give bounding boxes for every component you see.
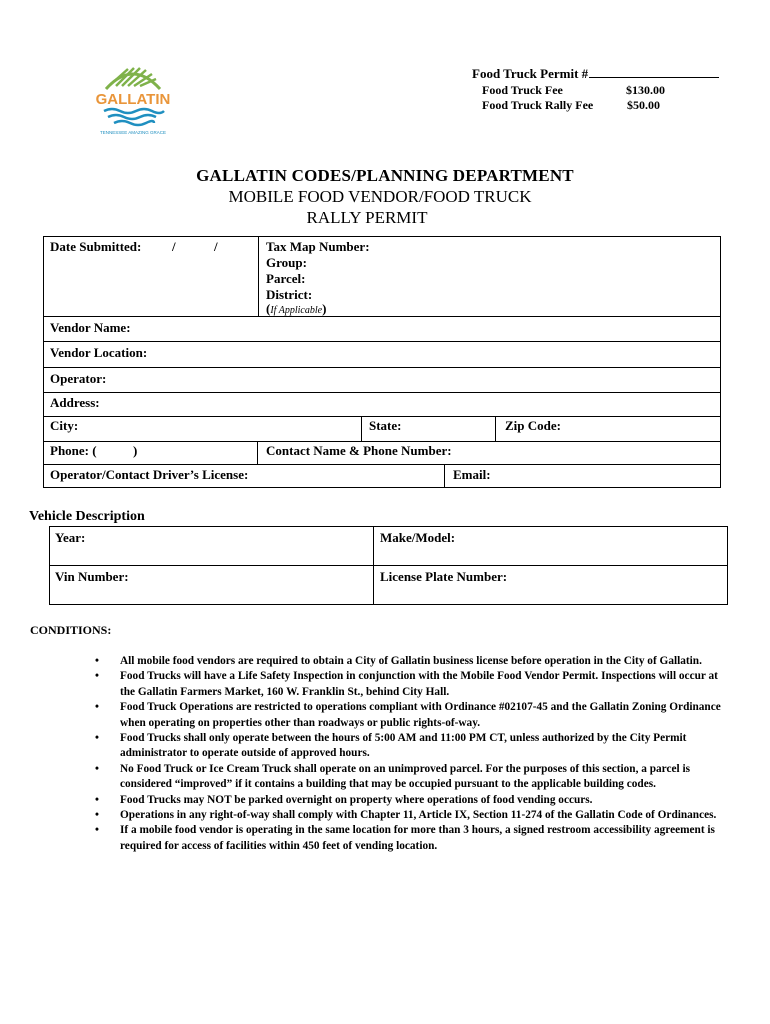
form-divider	[258, 237, 259, 316]
vehicle-divider	[50, 565, 727, 566]
form-divider	[44, 341, 720, 342]
fee-label: Food Truck Rally Fee	[482, 98, 594, 112]
email-label: Email:	[453, 467, 491, 482]
form-divider	[257, 441, 258, 464]
permit-number-label: Food Truck Permit #	[472, 66, 589, 81]
drivers-license-label: Operator/Contact Driver’s License:	[50, 467, 249, 482]
gallatin-logo	[88, 55, 178, 135]
vehicle-table	[49, 526, 728, 605]
city-label: City:	[50, 418, 79, 433]
condition-item: • Food Trucks shall only operate between the hours of 5:00 AM and 11:00 PM CT, unless authorized by the City Permit administrator to operate outside of approved hours.	[95, 732, 687, 760]
conditions-title: CONDITIONS:	[30, 623, 112, 637]
form-divider	[44, 316, 720, 317]
vendor-name-label: Vendor Name:	[50, 320, 131, 335]
condition-item: • If a mobile food vendor is operating in the same location for more than 3 hours, a signed restroom accessibility agreement is required for access of facilities within 450 feet of vending location.	[95, 824, 715, 852]
vin-label: Vin Number:	[55, 569, 129, 584]
contact-label: Contact Name & Phone Number:	[266, 443, 452, 458]
condition-item: • Operations in any right-of-way shall comply with Chapter 11, Article IX, Section 11-274 of the Gallatin Code of Ordinances.	[95, 809, 717, 822]
vehicle-section-title: Vehicle Description	[29, 509, 145, 524]
if-applicable-note: (If Applicable)	[266, 301, 327, 316]
form-divider	[44, 416, 720, 417]
date-separator: /	[172, 239, 176, 254]
phone-field[interactable]	[50, 443, 138, 459]
conditions-list	[95, 654, 735, 854]
fee-amount: $50.00	[627, 98, 660, 112]
fee-amount: $130.00	[626, 83, 665, 97]
form-divider	[44, 441, 720, 442]
phone-paren: )	[133, 443, 138, 458]
permit-number-field	[472, 66, 719, 82]
group-label: Group:	[266, 255, 307, 270]
form-divider	[495, 416, 496, 441]
form-divider	[44, 367, 720, 368]
vendor-form	[43, 236, 721, 488]
form-divider	[444, 464, 445, 488]
vehicle-divider	[373, 527, 374, 604]
zip-code-label: Zip Code:	[505, 418, 561, 433]
parcel-label: Parcel:	[266, 271, 306, 286]
make-model-label: Make/Model:	[380, 530, 456, 545]
phone-label: Phone: (	[50, 443, 97, 458]
condition-item: • No Food Truck or Ice Cream Truck shall operate on an unimproved parcel. For the purposes of this section, a parcel is considered “improved” if it contains a building that may be occupied pursuant to the applicable building codes.	[95, 762, 690, 791]
logo-tagline: TENNESSEE AMAZING GRACE	[99, 130, 167, 135]
address-label: Address:	[50, 395, 100, 410]
logo-waves-icon	[104, 109, 164, 125]
form-divider	[44, 464, 720, 465]
year-label: Year:	[55, 530, 86, 545]
permit-number-line[interactable]	[589, 66, 719, 78]
vendor-location-label: Vendor Location:	[50, 345, 148, 360]
state-label: State:	[369, 418, 402, 433]
condition-item: • Food Trucks will have a Life Safety Inspection in conjunction with the Mobile Food Vendor Permit. Inspections will occur at the Gallatin Farmers Market, 160 W. Franklin St., behind City Hall.	[95, 670, 718, 698]
date-separator: /	[214, 239, 218, 254]
form-title-line-2: RALLY PERMIT	[306, 208, 428, 227]
operator-label: Operator:	[50, 371, 107, 386]
department-title: GALLATIN CODES/PLANNING DEPARTMENT	[196, 166, 574, 185]
condition-item: • Food Truck Operations are restricted to operations compliant with Ordinance #02107-45 and the Gallatin Zoning Ordinance when operating on properties other than roadways or public rights-of-way.	[95, 701, 721, 729]
date-submitted-field[interactable]	[50, 239, 218, 255]
tax-map-label: Tax Map Number:	[266, 239, 370, 254]
logo-hills-icon	[106, 68, 160, 89]
logo-name: GALLATIN	[95, 91, 171, 108]
district-label: District:	[266, 287, 313, 302]
condition-item: • All mobile food vendors are required to obtain a City of Gallatin business license before operation in the City of Gallatin.	[95, 655, 702, 667]
fee-label: Food Truck Fee	[482, 83, 563, 97]
form-divider	[361, 416, 362, 441]
date-submitted-label: Date Submitted:	[50, 239, 142, 254]
form-title-line-1: MOBILE FOOD VENDOR/FOOD TRUCK	[228, 187, 532, 206]
form-divider	[44, 392, 720, 393]
condition-item: • Food Trucks may NOT be parked overnight on property where operations of food vending occurs.	[95, 793, 593, 806]
license-plate-label: License Plate Number:	[380, 569, 508, 584]
